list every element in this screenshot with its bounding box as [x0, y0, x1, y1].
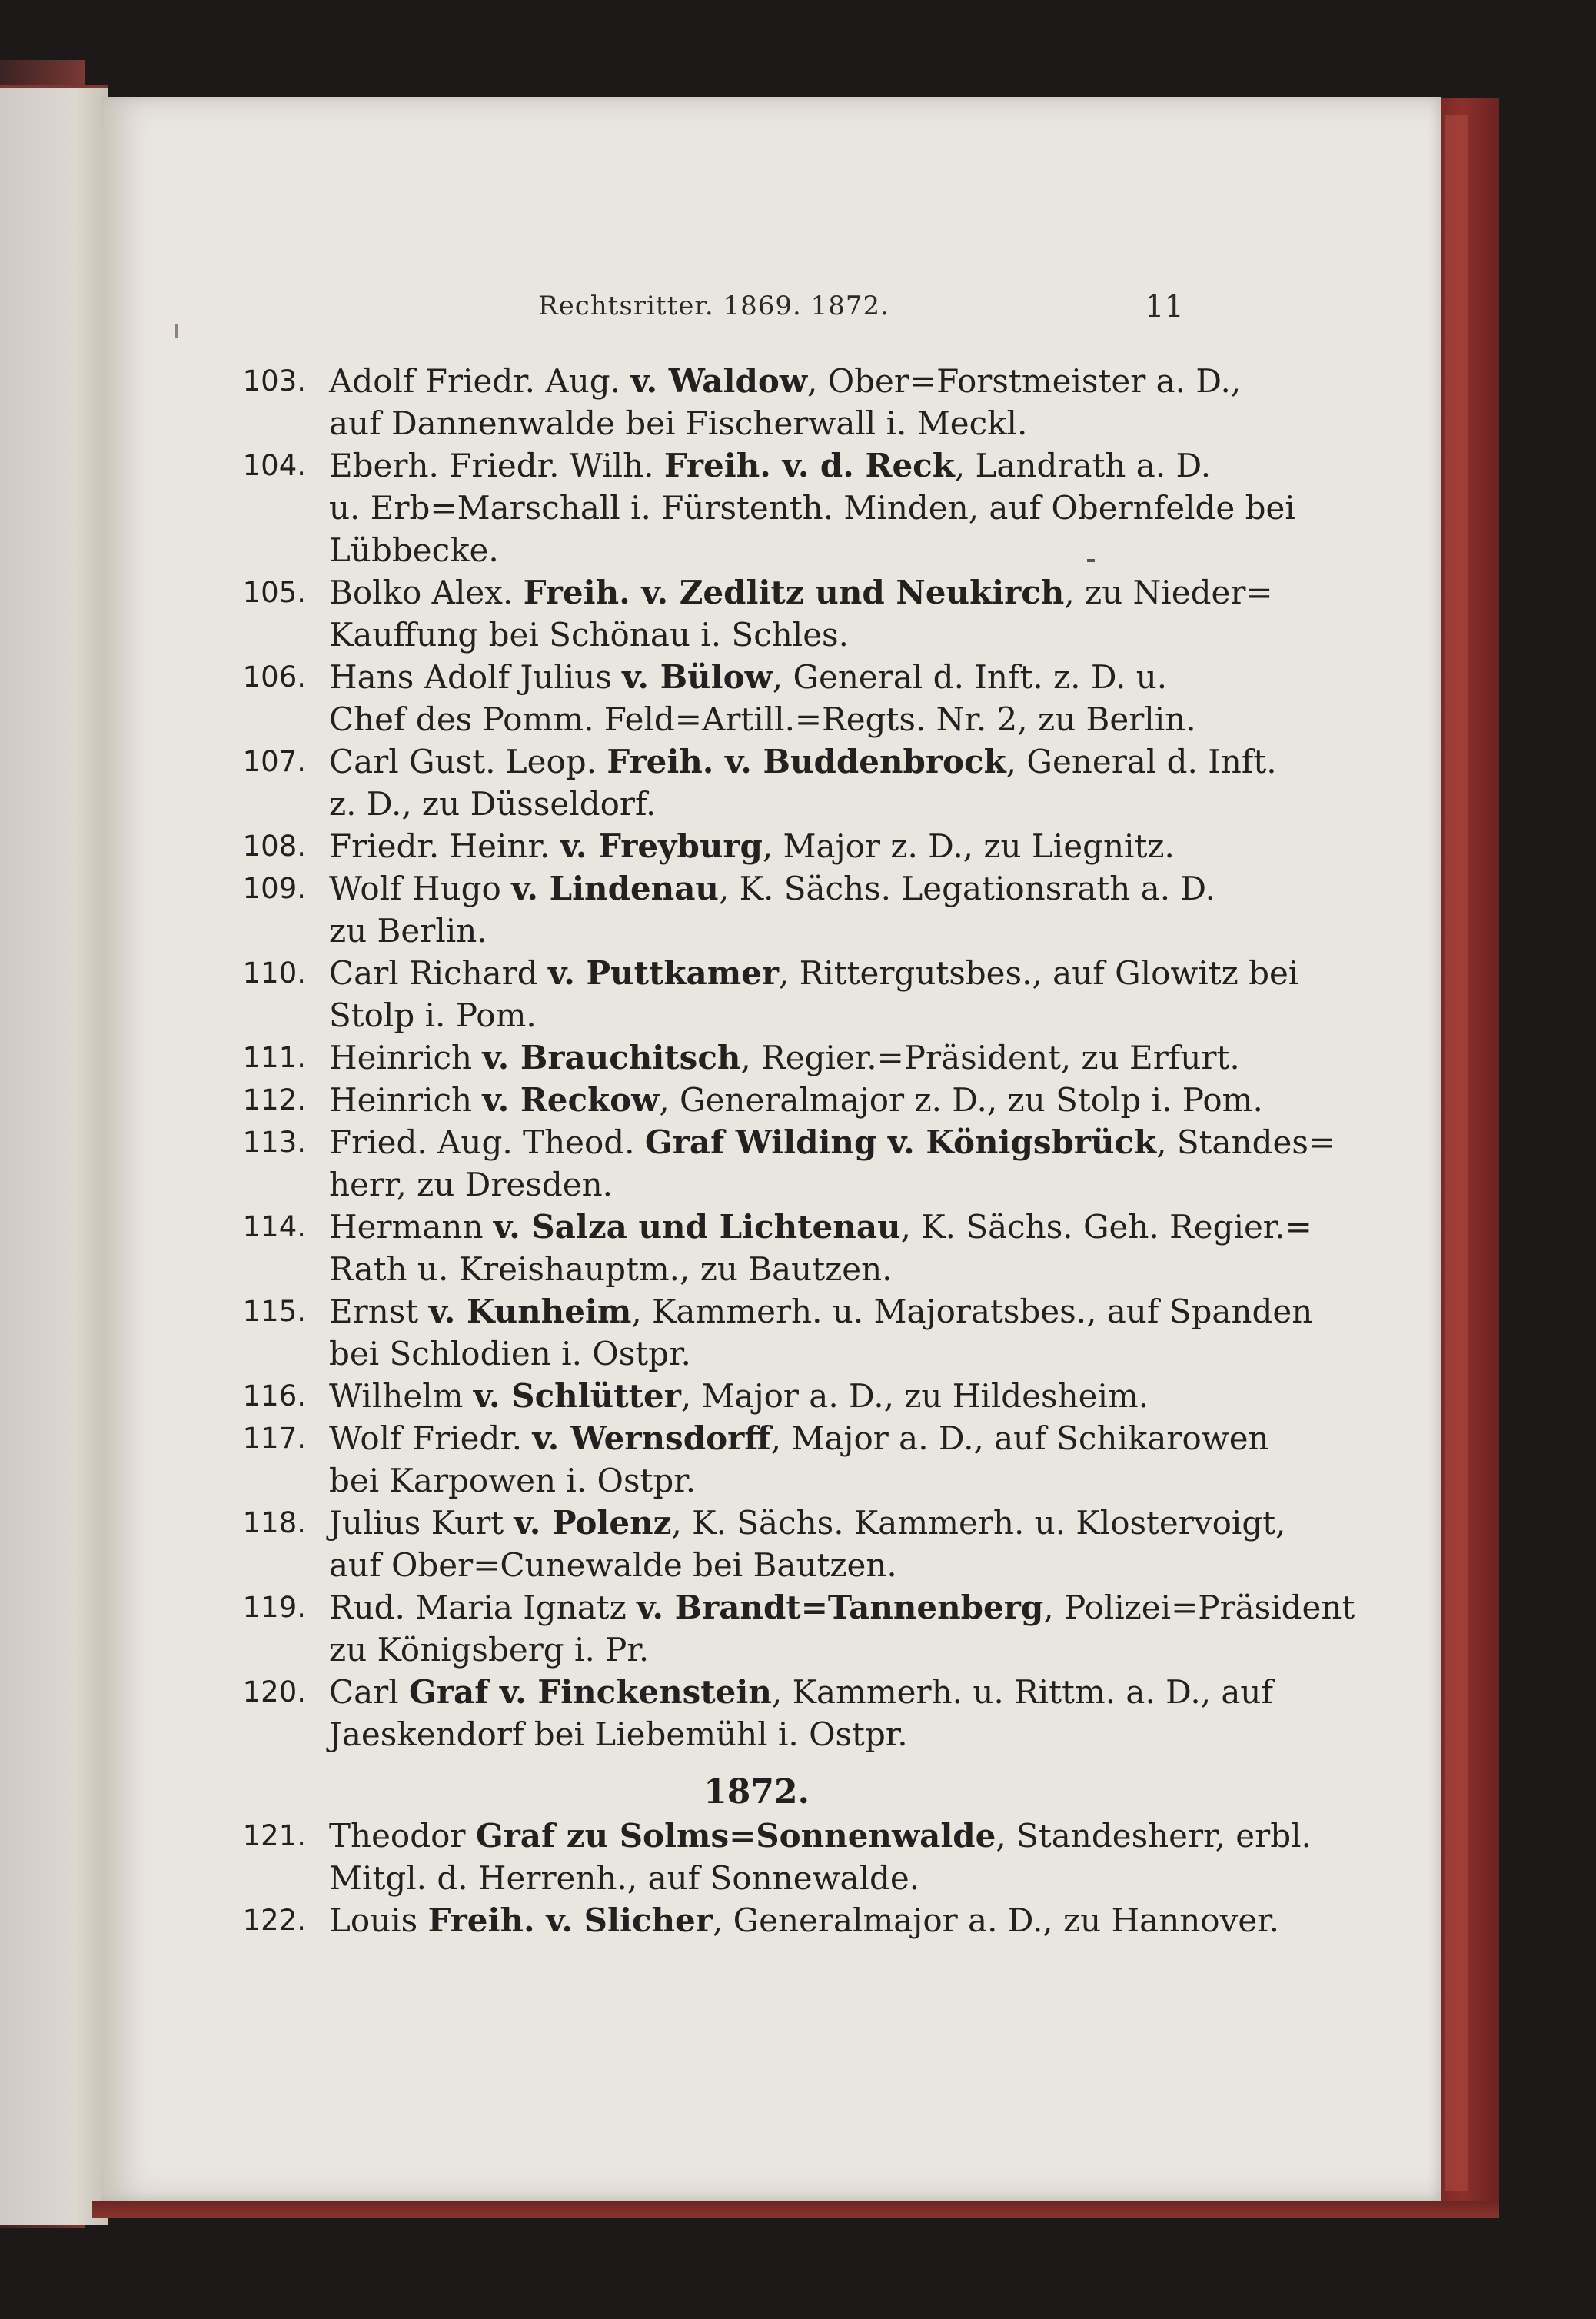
entry-text: Rud. Maria Ignatz [329, 1589, 637, 1626]
entry-text: Chef des Pomm. Feld=Artill.=Regts. Nr. 2, zu Berlin. [329, 700, 1196, 738]
entry-text: , Regier.=Präsident, zu Erfurt. [740, 1039, 1240, 1076]
entry-number: 114. [242, 1210, 306, 1243]
entry-line [329, 994, 1184, 1036]
entry-text: Stolp i. Pom. [329, 996, 537, 1034]
entry-item [231, 1290, 1313, 1375]
entry-line [329, 656, 1184, 698]
entry-line [329, 1375, 1184, 1417]
entry-number: 117. [242, 1422, 306, 1455]
entry-item [231, 1079, 1263, 1121]
entry-name-bold: v. Waldow [630, 362, 808, 400]
entry-text: , Standesherr, erbl. [996, 1817, 1312, 1855]
entry-line [329, 698, 1196, 740]
entry-text: Bolko Alex. [329, 574, 524, 611]
entry-name-bold: Freih. v. Slicher [427, 1901, 713, 1939]
entry-name-bold: v. Brauchitsch [482, 1039, 741, 1076]
entry-line [329, 487, 1295, 529]
entry-item [231, 825, 1184, 867]
entry-line [329, 1586, 1355, 1629]
entry-text: Rath u. Kreishauptm., zu Bautzen. [329, 1250, 893, 1288]
entry-text: auf Ober=Cunewalde bei Bautzen. [329, 1546, 897, 1584]
entry-number: 120. [242, 1675, 306, 1708]
entry-item [231, 360, 1242, 444]
entry-number: 122. [242, 1904, 306, 1937]
entry-item [231, 1815, 1312, 1899]
entry-text: Hans Adolf Julius [329, 658, 623, 696]
entry-item [231, 1671, 1274, 1755]
entry-item [231, 1502, 1286, 1586]
entry-name-bold: v. Kunheim [428, 1293, 632, 1330]
entry-line [329, 1417, 1269, 1459]
entry-name-bold: Freih. v. d. Reck [663, 447, 955, 484]
entry-text: , Kammerh. u. Rittm. a. D., auf [771, 1673, 1274, 1711]
entry-text: , K. Sächs. Legationsrath a. D. [718, 870, 1215, 907]
entry-text: , General d. Inft. z. D. u. [772, 658, 1168, 696]
entry-text: , Polizei=Präsident [1043, 1589, 1355, 1626]
entries-1872 [231, 1815, 1312, 1941]
entry-text: Fried. Aug. Theod. [329, 1123, 645, 1161]
entry-name-bold: v. Lindenau [511, 870, 719, 907]
entry-line [329, 867, 1215, 910]
page-number: 11 [1145, 289, 1184, 324]
entry-name-bold: Freih. v. Zedlitz und Neukirch [523, 574, 1065, 611]
gutter-mark [175, 324, 178, 338]
entry-text: Lübbecke. [329, 531, 499, 569]
entry-text: , Generalmajor a. D., zu Hannover. [712, 1901, 1279, 1939]
entry-name-bold: v. Polenz [514, 1504, 672, 1542]
entry-item [231, 867, 1215, 952]
entry-text: Jaeskendorf bei Liebemühl i. Ostpr. [329, 1715, 908, 1753]
entry-name-bold: v. Salza und Lichtenau [493, 1208, 901, 1246]
entry-text: , Major a. D., auf Schikarowen [770, 1419, 1269, 1457]
entry-text: , Rittergutsbes., auf Glowitz bei [778, 954, 1299, 992]
entry-text: herr, zu Dresden. [329, 1166, 613, 1203]
entry-line [329, 402, 1184, 444]
entry-text: , Standes= [1156, 1123, 1336, 1161]
entry-line [329, 1163, 1184, 1206]
entry-number: 112. [242, 1083, 306, 1116]
entry-item [231, 571, 1273, 656]
entry-name-bold: Freih. v. Buddenbrock [607, 743, 1006, 780]
entry-text: u. Erb=Marschall i. Fürstenth. Minden, auf Obernfelde bei [329, 489, 1295, 527]
entry-text: Louis [329, 1901, 428, 1939]
entry-text: , K. Sächs. Geh. Regier.= [900, 1208, 1312, 1246]
entries-1869 [231, 360, 1355, 1755]
running-title: Rechtsritter. 1869. 1872. [538, 291, 889, 321]
entry-item [231, 740, 1277, 825]
entry-line [329, 529, 1184, 571]
entry-name-bold: v. Wernsdorff [532, 1419, 771, 1457]
entry-text: , zu Nieder= [1064, 574, 1273, 611]
entry-line [329, 614, 1184, 656]
entry-number: 113. [242, 1126, 306, 1159]
entry-text: Wilhelm [329, 1377, 474, 1415]
entry-text: , Major a. D., zu Hildesheim. [680, 1377, 1149, 1415]
entry-text: Kauffung bei Schönau i. Schles. [329, 616, 849, 654]
entry-name-bold: v. Puttkamer [548, 954, 779, 992]
entry-line [329, 1815, 1312, 1857]
entry-list [231, 360, 1355, 1941]
page-header [538, 291, 1184, 324]
entry-item [231, 1036, 1240, 1079]
entry-line [329, 952, 1299, 994]
entry-line [329, 571, 1273, 614]
entry-number: 111. [242, 1041, 306, 1074]
entry-text: , Kammerh. u. Majoratsbes., auf Spanden [631, 1293, 1313, 1330]
entry-line [329, 1036, 1240, 1079]
entry-number: 115. [242, 1295, 306, 1328]
entry-line [329, 360, 1242, 402]
entry-text: bei Karpowen i. Ostpr. [329, 1462, 697, 1499]
entry-name-bold: v. Brandt=Tannenberg [637, 1589, 1044, 1626]
entry-text: Ernst [329, 1293, 429, 1330]
entry-name-bold: Graf zu Solms=Sonnenwalde [475, 1817, 996, 1855]
entry-line [329, 910, 1184, 952]
entry-name-bold: v. Freyburg [560, 827, 763, 865]
entry-text: Theodor [329, 1817, 476, 1855]
entry-number: 105. [242, 576, 306, 609]
entry-text: , General d. Inft. [1006, 743, 1277, 780]
entry-item [231, 1899, 1279, 1941]
entry-number: 118. [242, 1506, 306, 1539]
entry-item [231, 444, 1295, 571]
entry-number: 107. [242, 745, 306, 778]
entry-text: Carl Gust. Leop. [329, 743, 607, 780]
entry-line [329, 1629, 1184, 1671]
entry-line [329, 1206, 1312, 1248]
entry-text: Heinrich [329, 1039, 483, 1076]
entry-line [329, 1290, 1313, 1333]
entry-text: auf Dannenwalde bei Fischerwall i. Meckl. [329, 404, 1028, 442]
entry-line [329, 1079, 1263, 1121]
entry-text: zu Berlin. [329, 912, 487, 950]
bottom-cover-edge [92, 2201, 1499, 2218]
entry-text: z. D., zu Düsseldorf. [329, 785, 657, 823]
entry-line [329, 740, 1277, 783]
entry-name-bold: v. Schlütter [473, 1377, 681, 1415]
entry-number: 109. [242, 872, 306, 905]
entry-name-bold: v. Bülow [622, 658, 773, 696]
entry-text: , Major z. D., zu Liegnitz. [762, 827, 1175, 865]
cover-edge-highlight [1445, 115, 1468, 2191]
entry-number: 119. [242, 1591, 306, 1624]
entry-text: , Ober=Forstmeister a. D., [807, 362, 1242, 400]
entry-line [329, 825, 1184, 867]
entry-text: Eberh. Friedr. Wilh. [329, 447, 664, 484]
entry-text: Wolf Hugo [329, 870, 512, 907]
entry-name-bold: v. Reckow [482, 1081, 660, 1119]
entry-text: Carl [329, 1673, 410, 1711]
entry-line [329, 1459, 1184, 1502]
entry-text: zu Königsberg i. Pr. [329, 1631, 650, 1669]
entry-text: Carl Richard [329, 954, 549, 992]
entry-line [329, 1671, 1274, 1713]
entry-text: Hermann [329, 1208, 494, 1246]
entry-number: 121. [242, 1819, 306, 1852]
entry-text: , Generalmajor z. D., zu Stolp i. Pom. [659, 1081, 1263, 1119]
entry-text: Heinrich [329, 1081, 483, 1119]
entry-line [329, 1333, 1184, 1375]
entry-text: Mitgl. d. Herrenh., auf Sonnewalde. [329, 1859, 920, 1897]
entry-text: Adolf Friedr. Aug. [329, 362, 631, 400]
entry-text: Julius Kurt [329, 1504, 514, 1542]
entry-line [329, 1544, 1184, 1586]
entry-line [329, 1899, 1279, 1941]
entry-line [329, 783, 1184, 825]
entry-line [329, 444, 1212, 487]
entry-number: 116. [242, 1379, 306, 1412]
entry-number: 103. [242, 364, 306, 398]
left-page-edge [0, 85, 108, 2225]
entry-text: Friedr. Heinr. [329, 827, 560, 865]
entry-item [231, 1586, 1355, 1671]
entry-line [329, 1857, 1184, 1899]
entry-number: 106. [242, 660, 306, 694]
entry-item [231, 1206, 1312, 1290]
entry-line [329, 1713, 1184, 1755]
entry-item [231, 952, 1299, 1036]
entry-text: Wolf Friedr. [329, 1419, 533, 1457]
entry-line [329, 1248, 1184, 1290]
entry-item [231, 1417, 1269, 1502]
entry-item [231, 1121, 1336, 1206]
entry-item [231, 1375, 1184, 1417]
entry-line [329, 1121, 1336, 1163]
entry-number: 110. [242, 957, 306, 990]
entry-name-bold: Graf v. Finckenstein [409, 1673, 772, 1711]
entry-line [329, 1502, 1286, 1544]
entry-number: 104. [242, 449, 306, 482]
entry-text: bei Schlodien i. Ostpr. [329, 1335, 691, 1372]
year-heading: 1872. [703, 1772, 810, 1812]
entry-item [231, 656, 1196, 740]
entry-number: 108. [242, 830, 306, 863]
entry-text: , Landrath a. D. [954, 447, 1212, 484]
entry-name-bold: Graf Wilding v. Königsbrück [644, 1123, 1157, 1161]
entry-text: , K. Sächs. Kammerh. u. Klostervoigt, [671, 1504, 1286, 1542]
